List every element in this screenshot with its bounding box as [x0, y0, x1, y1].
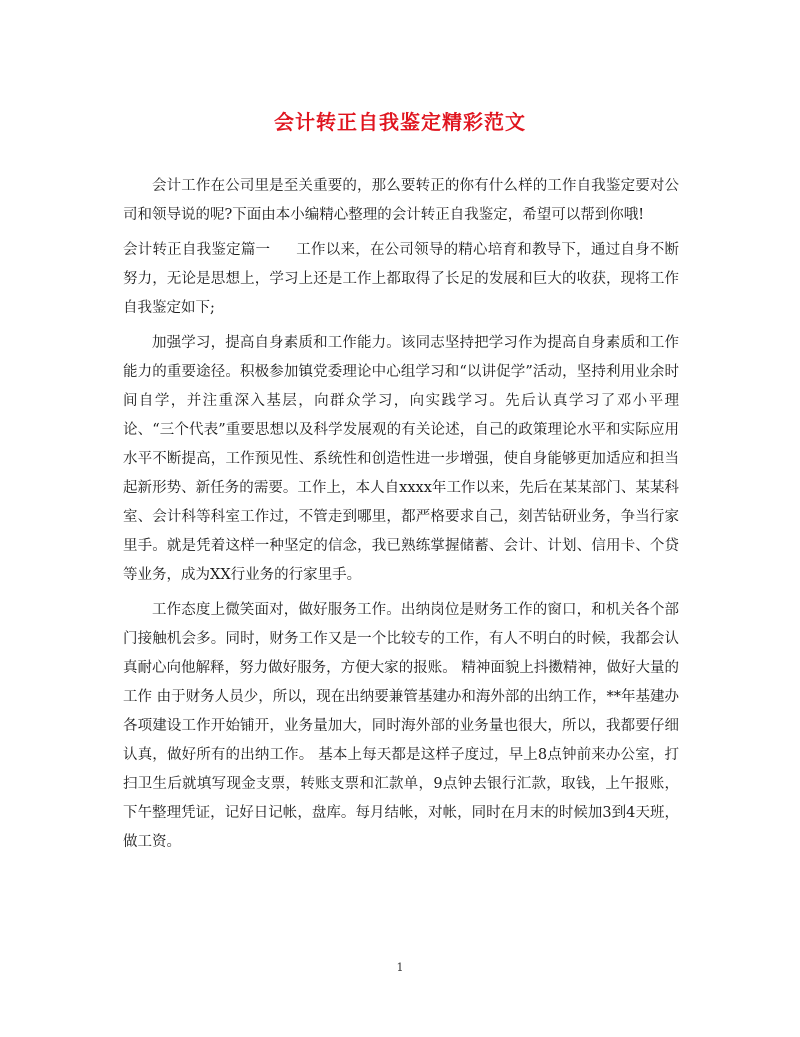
document-title: 会计转正自我鉴定精彩范文 — [274, 110, 526, 134]
study-paragraph: 加强学习，提高自身素质和工作能力。该同志坚持把学习作为提高自身素质和工作能力的重要途径。积极参加镇党委理论中心组学习和“以讲促学”活动，坚持利用业余时间自学，并注重深入基层，向群众学习，向实践学习。先后认真学习了邓小平理论、“三个代表”重要思想以及科学发展观的有关论述，自己的政策理论水平和实际应用水平不断提高，工作预见性、系统性和创造性进一步增强，使自身能够更加适应和担当起新形势、新任务的需要。工作上，本人自xxxx年工作以来，先后在某某部门、某某科室、会计科等科室工作过，不管走到哪里，都严格要求自己，刻苦钻研业务，争当行家里手。就是凭着这样一种坚定的信念，我已熟练掌握储蓄、会计、计划、信用卡、个贷等业务，成为XX行业务的行家里手。 — [123, 335, 679, 583]
attitude-paragraph: 工作态度上微笑面对，做好服务工作。出纳岗位是财务工作的窗口，和机关各个部门接触机会多。同时，财务工作又是一个比较专的工作，有人不明白的时候，我都会认真耐心向他解释，努力做好服务，方便大家的报账。 精神面貌上抖擞精神，做好大量的工作 由于财务人员少，所以，现在出纳要兼管基建办和海外部的出纳工作，**年基建办各项建设工作开始铺开，业务量加大，同时海外部的业务量也很大，所以，我都要仔细认真，做好所有的出纳工作。 基本上每天都是这样子度过，早上8点钟前来办公室，打扫卫生后就填写现金支票，转账支票和汇款单，9点钟去银行汇款，取钱，上午报账，下午整理凭证，记好日记帐，盘库。每月结帐，对帐，同时在月末的时候加3到4天班，做工资。 — [123, 602, 679, 850]
section-heading: 会计转正自我鉴定篇一 — [123, 242, 271, 258]
section-intro-text: 工作以来，在公司领导的精心培育和教导下，通过自身不断努力，无论是思想上，学习上还是工作上都取得了长足的发展和巨大的收获，现将工作自我鉴定如下; — [123, 242, 680, 316]
document-body — [123, 172, 679, 863]
page-number: 1 — [396, 961, 404, 974]
section-paragraph — [123, 236, 679, 323]
intro-paragraph: 会计工作在公司里是至关重要的，那么要转正的你有什么样的工作自我鉴定要对公司和领导说的呢?下面由本小编精心整理的会计转正自我鉴定，希望可以帮到你哦! — [123, 178, 679, 223]
